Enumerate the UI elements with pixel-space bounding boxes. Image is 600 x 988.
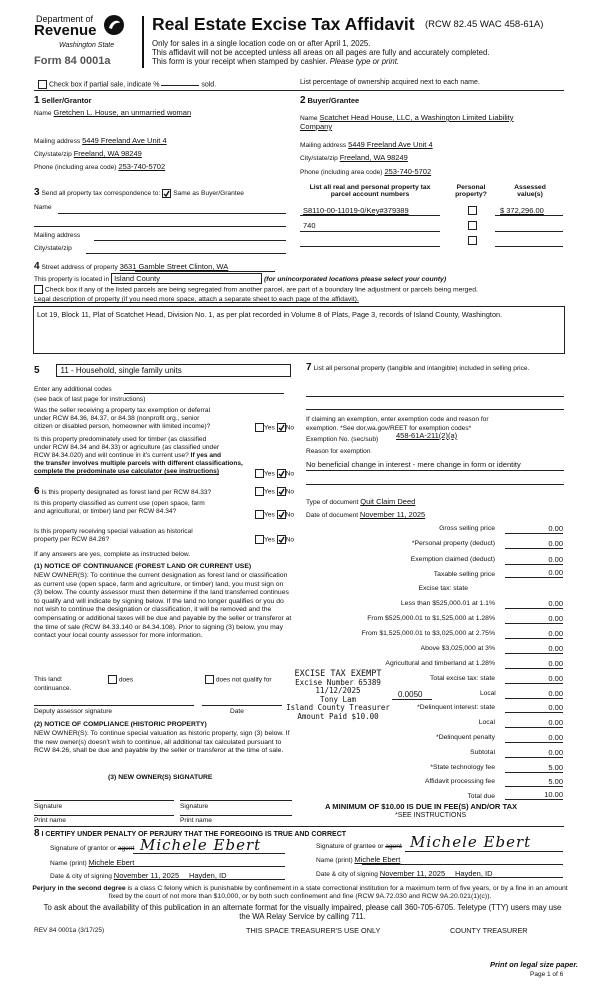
historic-yes-checkbox[interactable] [255,535,264,544]
street-line [135,271,275,272]
buyer-addr-row: Mailing address 5449 Freeland Ave Unit 4 [300,140,433,149]
current-use-yes-checkbox[interactable] [255,510,264,519]
grantee-sig-row: Signature of grantee or agent [316,843,402,850]
county-select[interactable]: Island County [111,273,262,284]
segregated-row: Check box if any of the listed parcels are being segregated from another parcel, are part of a boundary line adjustment or parcels being merged. [34,285,478,294]
street-row: 4 Street address of property 3631 Gamble Street Clinton, WA [34,261,229,272]
grantor-date[interactable]: November 11, 2025 [113,871,180,880]
rate2-label: From $525,000.01 to $1,525,000 at 1.28% [367,615,495,622]
subtotal-label: Subtotal [470,749,495,756]
rate2-amount[interactable]: 0.00 [505,614,563,624]
seller-phone[interactable]: 253-740-5702 [118,162,166,171]
reason-line-2 [306,484,564,485]
penalty-amount[interactable]: 0.00 [505,733,563,743]
grantor-name-row: Name (print) Michele Ebert [50,858,135,867]
parcel-line-3 [300,246,440,247]
check-icon [163,190,170,197]
corr-name-line[interactable] [58,213,286,214]
does-option: does [108,675,133,684]
buyer-city[interactable]: Freeland, WA 98249 [339,153,408,162]
doc-type[interactable]: Quit Claim Deed [360,497,416,506]
form-rcw: (RCW 82.45 WAC 458-61A) [425,19,544,30]
seller-heading: 1 Seller/Grantor [34,95,92,106]
page-number: Page 1 of 6 [530,971,564,978]
partial-sale-checkbox[interactable] [38,80,47,89]
owner-sig-label-1: Signature [34,803,63,810]
rate3-label: From $1,525,000.01 to $3,025,000 at 2.75% [361,630,495,637]
reason-line-1 [306,470,564,471]
total-state-label: Total excise tax: state [430,675,495,682]
grantee-sig-line [405,851,563,852]
owner-sig-line-1[interactable] [34,800,174,801]
parcel-number-2[interactable]: 740 [303,221,316,230]
state-label: Washington State [59,42,115,49]
same-as-buyer-checkbox[interactable] [162,189,171,198]
property-street[interactable]: 3631 Gamble Street Clinton, WA [119,262,229,271]
grantor-date-line [116,879,285,880]
logo-swirl-icon [103,14,125,36]
grantor-sig-line [133,853,285,854]
grantee-name[interactable]: Michele Ebert [354,855,401,864]
historic-yes-no: Yes No [255,535,294,544]
owner-print-label-1: Print name [34,817,66,824]
rev-code: REV 84 0001a (3/17/25) [34,927,105,934]
buyer-name-line1[interactable]: Scatchet Head House, LLC, a Washington Limited Liability [319,113,514,122]
rate1-amount[interactable]: 0.00 [505,599,563,609]
personal-deduct-amount[interactable]: 0.00 [505,539,563,549]
grantee-date-line [384,877,563,878]
check-icon [278,488,285,495]
personal-checkbox-3[interactable] [468,236,477,245]
exemption-no-checkbox[interactable] [277,423,286,432]
located-row: This property is located in Island County (for unincorporated locations please select your county) [34,274,447,283]
grantor-city[interactable]: Hayden, ID [188,871,227,880]
legal-paper-note: Print on legal size paper. [490,960,578,969]
current-use-yes-no: Yes No [255,510,294,519]
deputy-label: Deputy assessor signature [34,708,113,715]
use-row: 5 11 - Household, single family units [34,364,291,377]
dept-label: Department of [36,14,94,24]
personal-checkbox-2[interactable] [468,221,477,230]
deputy-sig-line[interactable] [34,705,194,706]
exempt-deduct-amount[interactable]: 0.00 [505,555,563,565]
grantee-name-line [362,864,563,865]
buyer-phone-row: Phone (including area code) 253-740-5702 [300,167,432,176]
grantee-name-row: Name (print) Michele Ebert [316,855,401,864]
personal-deduct-label: *Personal property (deduct) [411,540,495,547]
corr-name-row: Name [34,204,52,211]
seller-city[interactable]: Freeland, WA 98249 [73,149,142,158]
local-label: Local [480,690,496,697]
exemption-yes-no: Yes No [255,423,294,432]
ag-label: Agricultural and timberland at 1.28% [385,660,495,667]
county-treasurer: COUNTY TREASURER [450,926,528,935]
local2-amount[interactable]: 0.00 [505,718,563,728]
grantee-date[interactable]: November 11, 2025 [379,869,446,878]
delinq-interest-amount[interactable]: 0.00 [505,703,563,713]
exemption-no-row: Exemption No. (sec/sub) [306,436,379,443]
doc-date-row: Date of document November 11, 2025 [306,510,426,519]
seller-city-row: City/state/zip Freeland, WA 98249 [34,149,142,158]
parcel-line-2 [300,231,440,232]
seller-address[interactable]: 5449 Freeland Ave Unit 4 [82,136,167,145]
this-land-row: This land: continuance. [34,676,72,692]
grantee-date-row: Date & city of signing November 11, 2025 Hayden, ID [316,869,493,878]
total-due-label: Total due [467,793,495,800]
exemption-instructions: If claiming an exemption, enter exemption code and reason for exemption. *See dor.wa.gov/REET for exemption codes* [306,416,489,432]
grantor-date-row: Date & city of signing November 11, 2025 Hayden, ID [50,871,227,880]
grantor-sig-row: Signature of grantor or agent [50,845,135,852]
local-rate[interactable]: 0.0050 [398,690,423,699]
corr-addr-line[interactable] [94,240,286,241]
assessed-line-1 [495,215,563,216]
rate4-amount[interactable]: 0.00 [505,644,563,654]
grantee-signature[interactable]: Michele Ebert [410,833,532,851]
corr-addr-row: Mailing address [34,232,81,239]
assessed-line-2 [495,231,563,232]
parcel-line-1 [300,215,440,216]
subtitle-2: This affidavit will not be accepted unless all areas on all pages are fully and accurately completed. [152,48,490,57]
grantee-city[interactable]: Hayden, ID [454,869,493,878]
subtitle-1: Only for sales in a single location code on or after April 1, 2025. [152,39,371,48]
gross-label: Gross selling price [439,525,495,532]
top-divider [34,90,564,91]
notice-compliance-title: (2) NOTICE OF COMPLIANCE (HISTORIC PROPERTY) [34,721,207,728]
parcel-number-1[interactable]: S8110-00-11019-0/Key#379389 [303,206,409,215]
forest-yes-checkbox[interactable] [255,487,264,496]
local-amount[interactable]: 0.00 [505,689,563,699]
buyer-heading: 2 Buyer/Grantee [300,95,360,106]
assessed-col-header: Assessed value(s) [514,184,546,198]
ag-amount[interactable]: 0.00 [505,659,563,669]
check-icon [278,470,285,477]
corr-city-line[interactable] [86,253,286,254]
forest-no-checkbox[interactable] [277,487,286,496]
rate3-amount[interactable]: 0.00 [505,629,563,639]
penalty-label: *Delinquent penalty [436,734,495,741]
notice-compliance-body: NEW OWNER(S): To continue special valuation as historic property, sign (3) below. If the new owner(s) doesn't wish to continue, all additional tax calculated pursuant to RCW 84.26, shall be due and payable by the seller or transferor at the time of sale. [34,730,290,755]
deputy-date-line[interactable] [202,705,282,706]
rate1-label: Less than $525,000.01 at 1.1% [400,600,495,607]
form-number: Form 84 0001a [34,55,111,67]
see-instructions: *SEE INSTRUCTIONS [395,812,467,819]
gross-amount[interactable]: 0.00 [505,524,563,534]
timber-yes-checkbox[interactable] [255,469,264,478]
new-owner-sig-title: (3) NEW OWNER(S) SIGNATURE [108,774,213,781]
historic-no-checkbox[interactable] [277,535,286,544]
land-use-select[interactable]: 11 - Household, single family units [56,364,291,377]
dor-logo [34,14,134,76]
buyer-name-line2[interactable]: Company [300,122,333,131]
partial-sale-row: Check box if partial sale, indicate % sold. [38,80,216,89]
historic-question: Is this property receiving special valuation as historical property per RCW 84.26? [34,528,193,543]
notice-continuance-title: (1) NOTICE OF CONTINUANCE (FOREST LAND OR CURRENT USE) [34,563,252,570]
personal-property-line-2[interactable] [306,409,564,410]
state-tax-label: Excise tax: state [418,585,468,592]
corr-extra-line[interactable] [34,226,286,227]
buyer-name-row: Name Scatchet Head House, LLC, a Washington Limited Liability Company [300,113,514,131]
forest-yes-no: Yes No [255,487,294,496]
proc-fee-label: Affidavit processing fee [424,778,495,785]
personal-col-header: Personal property? [455,184,487,198]
delinq-interest-label: *Delinquent interest: state [417,704,495,711]
parcel-col-header: List all real and personal property tax parcel account numbers [309,184,431,198]
tech-fee-amount[interactable]: 5.00 [505,763,563,773]
local2-label: Local [478,719,495,726]
assessed-value-1[interactable]: $ 372,296.00 [500,206,544,215]
owner-print-line-2[interactable] [180,815,292,816]
buyer-city-row: City/state/zip Freeland, WA 98249 [300,153,408,162]
grantor-name[interactable]: Michele Ebert [88,858,135,867]
corr-city-row: City/state/zip [34,245,72,252]
correspondence-row: 3 Send all property tax correspondence to: Same as Buyer/Grantee [34,187,244,198]
exemption-yes-checkbox[interactable] [255,423,264,432]
owner-print-label-2: Print name [180,817,212,824]
alt-format-notice: To ask about the availability of this publication in an alternate format for the visually impaired, please call 360-705-6705. Teletype (TTY) users may use the WA Relay Service by calling 711. [43,903,562,921]
any-yes-note: If any answers are yes, complete as instructed below. [34,551,191,558]
grantor-signature[interactable]: Michele Ebert [140,836,262,854]
does-not-option: does not qualify for [205,675,272,684]
assessed-line-3 [495,246,563,247]
exempt-deduct-label: Exemption claimed (deduct) [410,556,495,563]
proc-fee-amount[interactable]: 5.00 [505,777,563,787]
personal-property-label: 7 List all personal property (tangible and intangible) included in selling price. [306,362,530,373]
total-state-amount[interactable]: 0.00 [505,674,563,684]
timber-no-checkbox[interactable] [277,469,286,478]
seller-phone-row: Phone (including area code) 253-740-5702 [34,162,166,171]
buyer-phone[interactable]: 253-740-5702 [384,167,432,176]
personal-property-line-1[interactable] [306,396,564,397]
legal-label: Legal description of property (if you need more space, attach a separate sheet to each page of the affidavit). [34,296,359,303]
treasurer-stamp: EXCISE TAX EXEMPT Excise Number 65389 11/12/2025 Tony Lam Island County Treasurer Amount Paid $10.00 [286,669,390,721]
current-use-question: Is this property classified as current use (open space, farm and agricultural, or timber) land per RCW 84.34? [34,500,205,515]
rate4-label: Above $3,025,000 at 3% [420,645,495,652]
local-rate-line [392,699,432,700]
minimum-due: A MINIMUM OF $10.00 IS DUE IN FEE(S) AND/OR TAX [325,802,518,811]
seller-addr-row: Mailing address 5449 Freeland Ave Unit 4 [34,136,167,145]
buyer-address[interactable]: 5449 Freeland Ave Unit 4 [348,140,433,149]
revenue-wordmark: Revenue [34,22,97,39]
legal-description[interactable]: Lot 19, Block 11, Plat of Scatchet Head, Division No. 1, as per plat recorded in Volume 8 of Plats, Page 3, records of Island County, Washington. [33,306,565,354]
tech-fee-label: *State technology fee [430,764,495,771]
check-icon [278,424,285,431]
addl-codes: Enter any additional codes [34,386,112,393]
taxable-amount[interactable]: 0.00 [505,568,563,578]
exemption-number[interactable]: 458-61A-211(2)(a) [396,431,458,440]
personal-checkbox-1[interactable] [468,206,477,215]
addl-codes-line[interactable] [124,393,284,394]
grantor-name-line [96,866,285,867]
segregated-checkbox[interactable] [34,285,43,294]
exemption-question: Was the seller receiving a property tax exemption or deferral under RCW 84.36, 84.37, or 84.38 (nonprofit org., senior citizen or disabled person, homeowner with limited income)? [34,407,211,430]
timber-question: Is this property predominately used for timber (as classified under RCW 84.34 and 84.33) or agriculture (as classified under RCW 84.34.020) and will continue in it's current use? If yes and the transfer involves multiple parcels with different classifications, complete the predominate use calculator (see instructions) [34,436,243,475]
perjury-notice: Perjury in the second degree is a class C felony which is punishable by confinement in a state correctional institution for a maximum term of five years, or by a fine in an amount fixed by the court of not more than $10,000, or by both such confinement and fine (RCW 9A.72.030 and RCW 9A.20.021(1)(c)). [32,885,568,900]
owner-print-line-1[interactable] [34,815,174,816]
section8-divider [34,826,564,827]
owner-sig-line-2[interactable] [180,800,292,801]
total-due-amount[interactable]: 10.00 [505,790,563,800]
notice-continuance-body: NEW OWNER(S): To continue the current designation as forest land or classification as current use (open space, farm and agriculture, or timber) land, you must sign on (3) below. The county assessor must then determine if the land transferred continues to qualify and will indicate by signing below. If the land no longer qualifies or you do not wish to continue the designation or classification, it will be removed and the compensating or additional taxes will be due and payable by the seller or transferor at the time of sale (RCW 84.33.140 or 84.34.108). Prior to signing (3) below, you may contact your local county assessor for more information. [34,572,292,640]
owner-sig-label-2: Signature [180,803,209,810]
current-use-no-checkbox[interactable] [277,510,286,519]
form-title: Real Estate Excise Tax Affidavit [152,14,415,34]
timber-yes-no: Yes No [255,469,294,478]
subtitle-3: This form is your receipt when stamped by cashier. Please type or print. [152,57,400,66]
deputy-date-label: Date [230,708,244,715]
does-not-qualify-checkbox[interactable] [205,675,214,684]
see-back: (see back of last page for instructions) [34,396,146,403]
taxable-label: Taxable selling price [433,571,495,578]
forest-question: 6 Is this property designated as forest land per RCW 84.33? [34,486,212,497]
subtotal-amount[interactable]: 0.00 [505,748,563,758]
doc-date[interactable]: November 11, 2025 [359,510,426,519]
does-qualify-checkbox[interactable] [108,675,117,684]
treasurer-use: THIS SPACE TREASURER'S USE ONLY [246,926,381,935]
doc-type-row: Type of document Quit Claim Deed [306,497,416,506]
certify-row: 8 I CERTIFY UNDER PENALTY OF PERJURY THAT THE FOREGOING IS TRUE AND CORRECT [34,828,347,839]
header-divider [142,16,144,68]
exemption-reason[interactable]: No beneficial change in interest - mere change in form or identity [306,460,521,469]
seller-name[interactable]: Gretchen L. House, an unmarried woman [53,108,192,117]
check-icon [278,536,285,543]
ownership-note: List percentage of ownership acquired next to each name. [300,79,480,86]
reason-label: Reason for exemption [306,448,371,455]
seller-name-row: Name Gretchen L. House, an unmarried woman [34,108,192,117]
check-icon [278,511,285,518]
